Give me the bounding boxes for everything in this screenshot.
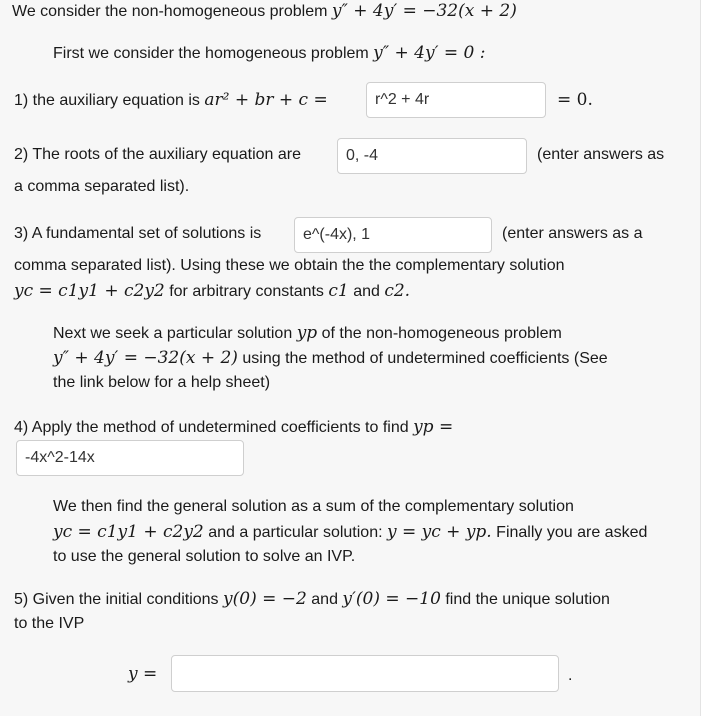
auxiliary-equation-input[interactable] bbox=[366, 82, 546, 118]
particular-solution-input[interactable] bbox=[16, 440, 244, 476]
q1-line bbox=[14, 89, 328, 112]
general-line1: We then find the general solution as a sum of the complementary solution bbox=[53, 498, 574, 515]
q5-line2: to the IVP bbox=[14, 615, 85, 632]
q3-line2: comma separated list). Using these we obtain the the complementary solution bbox=[14, 257, 565, 274]
q3-line3: yc = c1y1 + c2y2 for arbitrary constants c1 and c2. bbox=[14, 281, 411, 301]
homogeneous-equation: y″ + 4y′ = 0 : bbox=[373, 43, 486, 63]
ivp-solution-input[interactable] bbox=[171, 655, 559, 692]
intro-equation: y″ + 4y′ = −32(x + 2) bbox=[331, 1, 517, 21]
fundamental-set-input[interactable] bbox=[294, 217, 492, 253]
roots-input[interactable] bbox=[337, 138, 527, 174]
q1-label: 1) the auxiliary equation is bbox=[14, 92, 200, 109]
complementary-eq: yc = c1y1 + c2y2 bbox=[14, 281, 165, 301]
homogeneous-line bbox=[53, 42, 485, 65]
q2-hint: (enter answers as bbox=[537, 146, 665, 163]
homogeneous-text: First we consider the homogeneous problem bbox=[53, 45, 369, 62]
q2-hint-cont: a comma separated list). bbox=[14, 178, 190, 195]
q5-line1: 5) Given the initial conditions y(0) = −2 and y′(0) = −10 find the unique solution bbox=[14, 589, 610, 609]
q3-label: 3) A fundamental set of solutions is bbox=[14, 225, 262, 242]
q4-line: 4) Apply the method of undetermined coefficients to find yp = bbox=[14, 417, 454, 437]
particular-line3: the link below for a help sheet) bbox=[53, 374, 271, 391]
intro-line bbox=[12, 0, 517, 23]
particular-line1: Next we seek a particular solution yp of the non-homogeneous problem bbox=[53, 323, 562, 343]
q1-suffix: = 0. bbox=[557, 90, 593, 110]
q2-label: 2) The roots of the auxiliary equation are bbox=[14, 146, 301, 163]
q5-end: . bbox=[568, 667, 573, 684]
q1-equation: ar² + br + c = bbox=[204, 90, 328, 110]
general-line2: yc = c1y1 + c2y2 and a particular solution: y = yc + yp. Finally you are asked bbox=[53, 522, 648, 542]
general-line3: to use the general solution to solve an IVP. bbox=[53, 548, 356, 565]
q5-y-label: y = bbox=[128, 664, 158, 684]
intro-text: We consider the non-homogeneous problem bbox=[12, 3, 328, 20]
particular-line2: y″ + 4y′ = −32(x + 2) using the method of undetermined coefficients (See bbox=[53, 348, 608, 368]
q3-hint: (enter answers as a bbox=[502, 225, 643, 242]
